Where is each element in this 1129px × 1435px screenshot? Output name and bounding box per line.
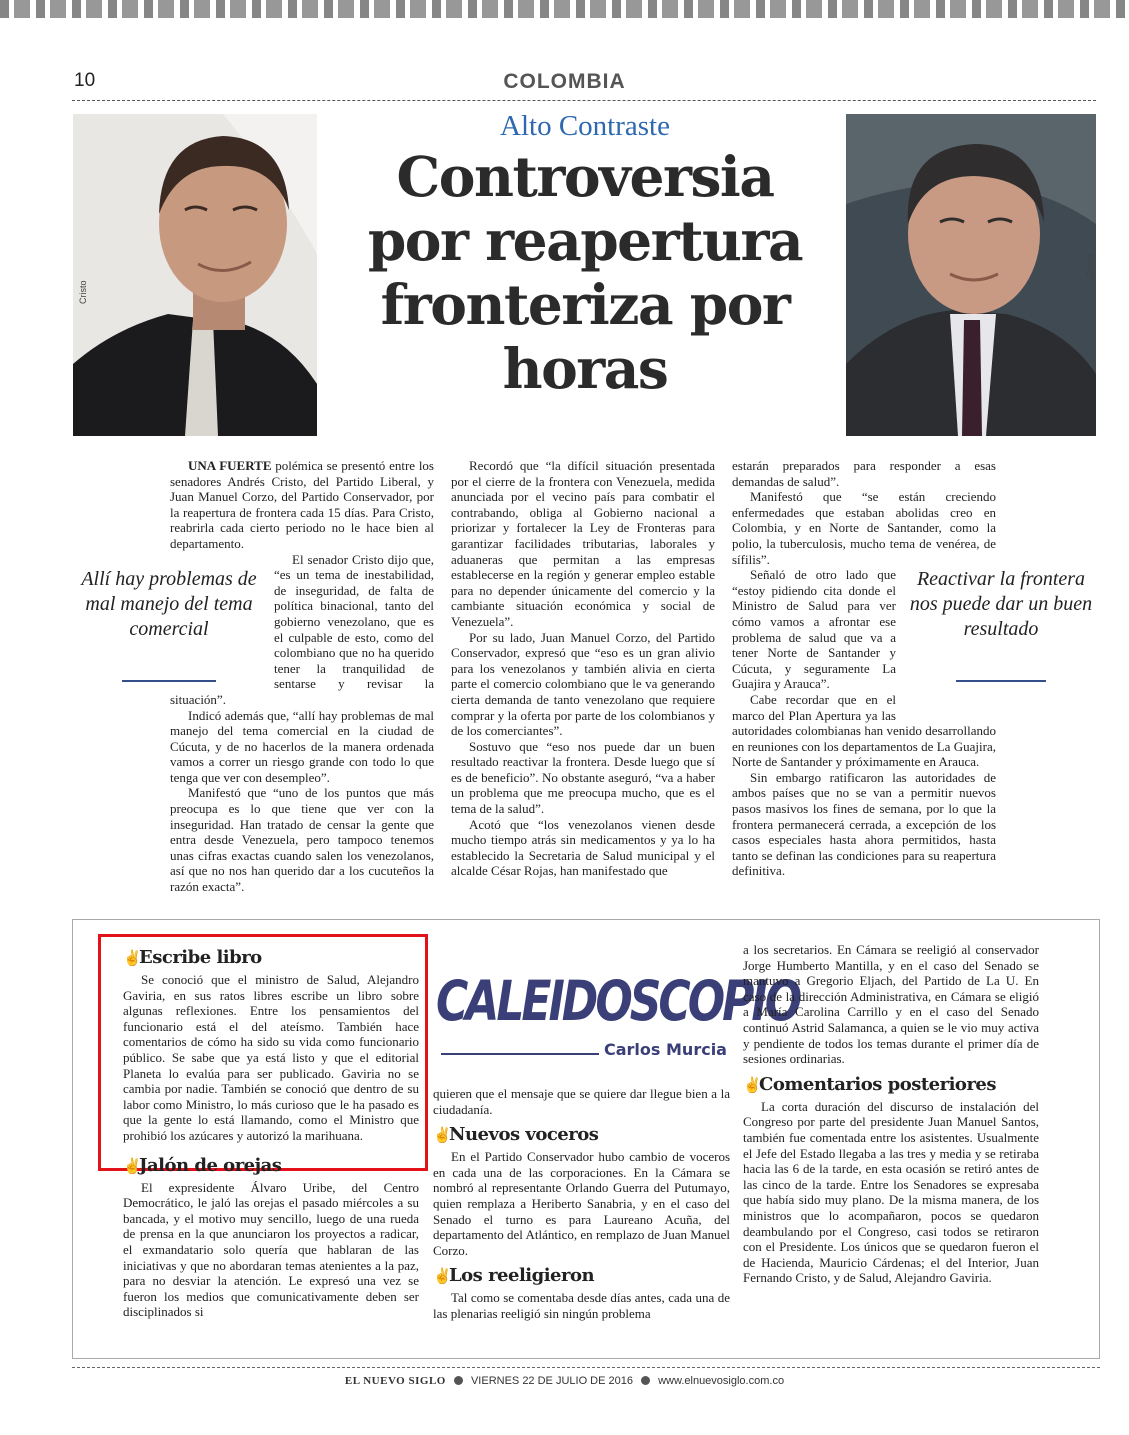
brief-text: El expresidente Álvaro Uribe, del Centro Democrático, le jaló las orejas el pasado miércoles a su bancada, y el motivo muy sencillo, luego de una rueda de prensa en la que anunciaron los proyectos a radicar, el exmandatario solo quería que hablaran de las iniciativas y que no abordaran temas atenientes a la paz, para no desviar la atención. Le expresó una vez se fueron los medios que comunicativamente deben ser disciplinados si <box>123 1179 419 1320</box>
brief-title-text: Los reeligieron <box>449 1265 595 1287</box>
article-column-1 <box>170 458 434 895</box>
article-paragraph: Sostuvo que “eso nos puede dar un buen resultado reactivar la frontera. Desde luego que sí es de beneficio”. No obstante aseguró, “va a haber un problema que me preocupa mucho, que es el tema de la salud”. <box>451 738 715 817</box>
brief-column-3 <box>743 942 1039 1286</box>
brief-text: La corta duración del discurso de instalación del Congreso por parte del presidente Juan Manuel Santos, también fue comentada entre los asistentes. Usualmente el Jefe del Estado llegaba a las tres y media y se retiraba hacia las 6 de la tarde, en esta ocasión se retiró antes de las cinco de la tarde. Entre los Senadores se expresaba que había sido muy plano. De la misma manera, de los ministros que lo acompañaron, pocos se quedaron deambulando por el Congreso, casi todos se retiraron con el Presidente. Los únicos que se quedaron fueron el de Hacienda, Mauricio Cárdenas; el del Interior, Juan Fernando Cristo, y de Salud, Alejandro Gaviria. <box>743 1098 1039 1286</box>
article-paragraph: Señaló de otro lado que “estoy pidiendo cita donde el Ministro de Salud para ver cómo vamos a afrontar ese problema de salud que va a tener Norte de Santander y Cúcuta, y seguramente La Guajira y Arauca”. <box>732 567 896 692</box>
brief-column-2 <box>433 1086 730 1322</box>
footer-url: www.elnuevosiglo.com.co <box>658 1375 785 1387</box>
pull-quote-right: Reactivar la frontera nos puede dar un buen resultado <box>909 568 1093 640</box>
brief-title-text: Escribe libro <box>139 947 262 968</box>
brief-column-1 <box>123 942 419 1320</box>
pull-quote-left: Allí hay problemas de mal manejo del tema comercial <box>81 568 257 640</box>
brief-text: quieren que el mensaje que se quiere dar llegue bien a la ciudadanía. <box>433 1086 730 1117</box>
victory-hand-icon: ✌ <box>123 1156 142 1175</box>
article-paragraph: Cabe recordar que en el marco del Plan Apertura ya las autoridades colombianas han venido desarrollando en reuniones con los departamentos de La Guajira, Norte de Santander y próximamente en Arauca. <box>732 691 996 770</box>
victory-hand-icon: ✌ <box>433 1267 452 1286</box>
brief-title <box>433 1264 730 1288</box>
brief-title <box>743 1073 1039 1097</box>
column-author: Carlos Murcia <box>604 1040 727 1059</box>
article-headline: Controversia por reapertura fronteriza por horas <box>367 144 803 401</box>
article-paragraph: El senador Cristo dijo que, “es un tema de inestabilidad, de inseguridad, de falta de política binacional, tanto del gobierno venezolano, que es el culpable de esto, como del colombiano que no ha querido tener la tranquilidad de sentarse y revisar la situación”. <box>170 551 434 707</box>
article-paragraph: Manifestó que “uno de los puntos que más preocupa es lo que tiene que ver con la inseguridad. Han tratado de censar la gente que entra desde Venezuela, pero tampoco tenemos unas cifras exactas cuando salen los venezolanos, así que no nos han querido dar a los cucuteños la razón exacta”. <box>170 785 434 895</box>
pull-quote-space <box>896 567 996 709</box>
victory-hand-icon: ✌ <box>123 949 142 967</box>
brief-title <box>433 1123 730 1147</box>
article-lead-in: UNA FUERTE <box>188 458 272 473</box>
brief-text: Tal como se comentaba desde días antes, cada una de las plenarias reeligió sin ningún problema <box>433 1290 730 1321</box>
footer-date: VIERNES 22 DE JULIO DE 2016 <box>470 1375 633 1387</box>
article-kicker: Alto Contraste <box>500 110 670 142</box>
header-divider <box>72 100 1096 101</box>
article-column-2 <box>451 458 715 879</box>
article-paragraph: Manifestó que “se están creciendo enfermedades que estaban abolidas creo en Colombia, y en Norte de Santander, como la polio, la tuberculosis, mucho tema de venérea, de sífilis”. <box>732 489 996 567</box>
photo-corzo <box>846 114 1096 436</box>
column-logo: CALEIDOSCOPIO <box>436 970 800 1034</box>
brief-text: a los secretarios. En Cámara se reeligió al conservador Jorge Humberto Mantilla, y en el caso del Senado se mantuvo a Gregorio Eljach, del Partido de La U. En caso de la dirección Administrativa, en Cámara se eligió a María Carolina Carrillo y en el caso del Senado continuó Astrid Salamanca, a quien se le vio muy activa y pendiente de todos los temas durante el primer día de sesiones ordinarias. <box>743 942 1039 1067</box>
section-name: COLOMBIA <box>503 70 626 93</box>
victory-hand-icon: ✌ <box>743 1075 762 1094</box>
page-number: 10 <box>74 70 96 91</box>
article-column-3 <box>732 458 996 879</box>
bullet-dot-icon <box>641 1376 650 1385</box>
bullet-dot-icon <box>454 1376 463 1385</box>
article-paragraph: Sin embargo ratificaron las autoridades de ambos países que no se van a permitir nuevos pasos masivos los fines de semana, por lo que la frontera permanecerá cerrada, a excepción de los casos especiales hasta ahora permitidos, hasta tanto se definan las condiciones para su reapertura definitiva. <box>732 769 996 879</box>
article-paragraph <box>170 458 434 552</box>
brief-title-text: Nuevos voceros <box>449 1124 599 1146</box>
article-paragraph: Acotó que “los venezolanos vienen desde mucho tiempo atrás sin medicamentos y ya lo ha establecido la Secretaria de Salud municipal y el alcalde César Rojas, han manifestado que <box>451 816 715 879</box>
brief-title-text: Comentarios posteriores <box>759 1073 997 1095</box>
footer-publication: EL NUEVO SIGLO <box>344 1375 446 1387</box>
page-footer <box>0 1375 1129 1387</box>
brief-title-text: Jalón de orejas <box>139 1154 282 1176</box>
article-paragraph: Indicó además que, “allí hay problemas de mal manejo del tema comercial en la ciudad de Cúcuta, y de no hacerlos de la manera ordenada vamos a correr un riesgo grande con todo lo que tenga que ver con desempleo”. <box>170 707 434 785</box>
brief-title <box>123 946 419 970</box>
photo-credit-left: Cristo <box>78 280 88 304</box>
article-paragraph-text: polémica se presentó entre los senadores Andrés Cristo, del Partido Liberal, y Juan Manuel Corzo, del Partido Conservador, por la reapertura de frontera cada 15 días. Para Cristo, reabrirla cada cierto periodo no le hace bien al departamento. <box>170 458 434 551</box>
article-paragraph: Por su lado, Juan Manuel Corzo, del Partido Conservador, expresó que “eso es un gran alivio para los venezolanos y también alivia en cierta parte el comercio colombiano que le va generando cierta demanda de tanto venezolano que requiere comprar y la oferta por parte de los colombianos y de los comerciantes”. <box>451 629 715 739</box>
column-logo-rule <box>441 1053 599 1055</box>
photo-cristo <box>73 114 317 436</box>
article-paragraph: estarán preparados para responder a esas demandas de salud”. <box>732 458 996 489</box>
top-print-strip <box>0 0 1129 18</box>
victory-hand-icon: ✌ <box>433 1126 452 1145</box>
article-paragraph: Recordó que “la difícil situación presentada por el cierre de la frontera con Venezuela, medida anunciada por el vecino país para combatir el contrabando, obliga al Gobierno nacional a priorizar y fortalecer la Ley de Fronteras para garantizar facilidades tributarias, laborales y aduaneras que permitan a las empresas establecerse en la región y generar empleo estable para no depender únicamente del comercio y la cambiante situación económica y social de Venezuela”. <box>451 458 715 629</box>
brief-text: En el Partido Conservador hubo cambio de voceros en cada una de las corporaciones. En la Cámara se nombró al representante Orlando Guerra del Putumayo, quien remplaza a Heriberto Sanabria, y en el caso del Senado el turno es para Laureano Acuña, del departamento del Atlántico, en remplazo de Juan Manuel Corzo. <box>433 1149 730 1258</box>
footer-divider <box>72 1367 1100 1368</box>
brief-title <box>123 1154 419 1178</box>
pull-quote-space <box>170 552 274 692</box>
brief-text: Se conoció que el ministro de Salud, Alejandro Gaviria, en sus ratos libres escribe un libro sobre algunas reflexiones. Entre los pensamientos del funcionario está el del ateísmo. También hace comentarios de cómo ha sido su vida como funcionario público. Se sabe que ya está listo y que el editorial Planeta lo evalúa para ser publicado. Gaviria no se cambia por nadie. También se conoció que dentro de su labor como Ministro, lo más curioso que le ha pasado es que la gente lo está llamando, como el Ministro que prohibió los azúcares y autorizó la marihuana. <box>123 972 419 1143</box>
photo-credit-right: Corzo <box>1085 253 1095 278</box>
